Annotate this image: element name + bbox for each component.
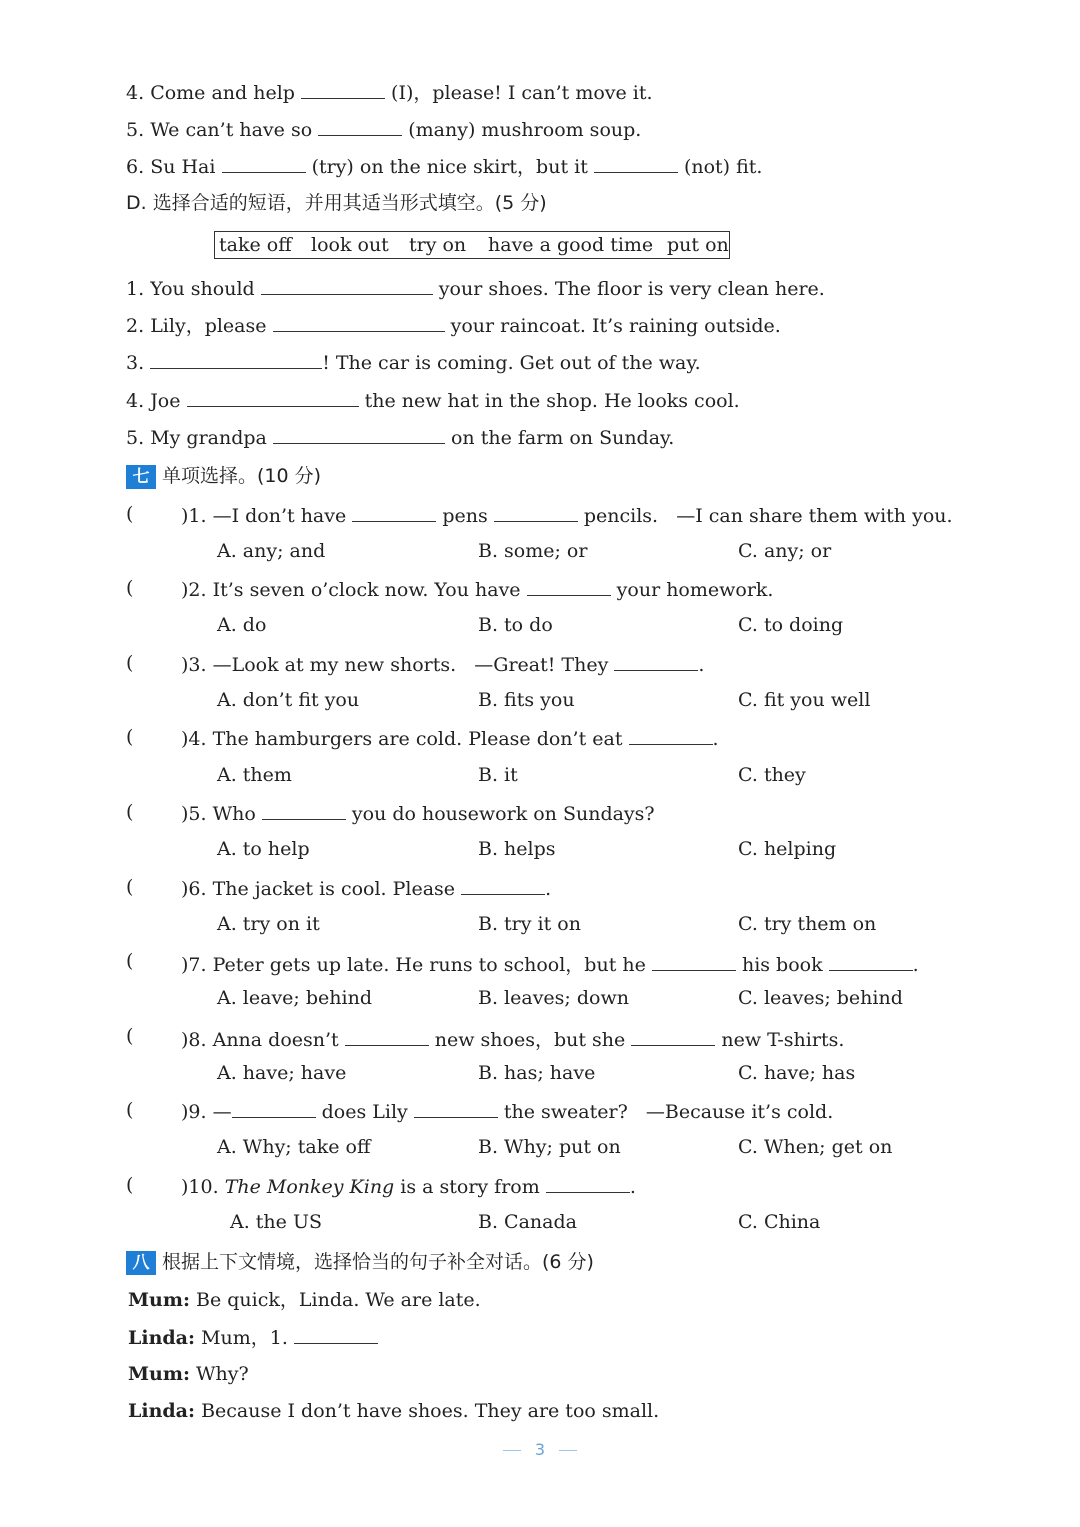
- option-c[interactable]: C. any; or: [738, 540, 832, 562]
- answer-blank[interactable]: [527, 577, 611, 596]
- answer-blank[interactable]: [631, 1027, 715, 1046]
- option-a[interactable]: A. to help: [217, 838, 310, 860]
- phrase: put on: [667, 234, 729, 256]
- phrase: try on: [409, 234, 467, 256]
- answer-bracket[interactable]: (: [126, 876, 134, 898]
- part-d-title: D. 选择合适的短语，并用其适当形式填空。(5 分): [126, 192, 547, 214]
- option-c[interactable]: C. leaves; behind: [738, 987, 903, 1009]
- section-8-header: [126, 1249, 594, 1275]
- option-c[interactable]: C. try them on: [738, 913, 877, 935]
- answer-blank[interactable]: [414, 1099, 498, 1118]
- answer-blank[interactable]: [829, 952, 913, 971]
- answer-blank[interactable]: [652, 952, 736, 971]
- question-7: )7. Peter gets up late. He runs to school，but he his book .: [181, 954, 919, 976]
- option-a[interactable]: A. them: [217, 764, 292, 786]
- question-3: )3. —Look at my new shorts. —Great! They .: [181, 654, 705, 676]
- fill-item-d4: 4. Joe the new hat in the shop. He looks cool.: [126, 390, 740, 412]
- option-a[interactable]: A. Why; take off: [217, 1136, 371, 1158]
- answer-blank[interactable]: [187, 388, 359, 407]
- answer-bracket[interactable]: (: [126, 652, 134, 674]
- answer-blank[interactable]: [261, 276, 433, 295]
- option-a[interactable]: A. have; have: [217, 1062, 347, 1084]
- answer-blank[interactable]: [150, 350, 322, 369]
- fill-item-c6: 6. Su Hai (try) on the nice skirt，but it (not) fit.: [126, 156, 763, 178]
- option-c[interactable]: C. have; has: [738, 1062, 856, 1084]
- section-title: 单项选择。(10 分): [162, 465, 322, 487]
- option-a[interactable]: A. don’t fit you: [217, 689, 360, 711]
- option-c[interactable]: C. they: [738, 764, 806, 786]
- section-title: 根据上下文情境，选择恰当的句子补全对话。(6 分): [162, 1251, 594, 1273]
- option-b[interactable]: B. helps: [478, 838, 556, 860]
- answer-blank[interactable]: [546, 1174, 630, 1193]
- answer-blank[interactable]: [629, 726, 713, 745]
- fill-item-d5: 5. My grandpa on the farm on Sunday.: [126, 427, 675, 449]
- option-c[interactable]: C. When; get on: [738, 1136, 893, 1158]
- answer-blank[interactable]: [262, 801, 346, 820]
- question-2: )2. It’s seven o’clock now. You have your homework.: [181, 579, 774, 601]
- option-b[interactable]: B. some; or: [478, 540, 588, 562]
- option-b[interactable]: B. fits you: [478, 689, 575, 711]
- fill-item-c5: 5. We can’t have so (many) mushroom soup.: [126, 119, 642, 141]
- answer-blank[interactable]: [232, 1099, 316, 1118]
- answer-blank[interactable]: [273, 425, 445, 444]
- fill-item-c4: 4. Come and help (I)，please! I can’t move it.: [126, 82, 653, 104]
- question-10: )10. The Monkey King is a story from .: [181, 1176, 636, 1198]
- option-a[interactable]: A. any; and: [217, 540, 326, 562]
- question-9: )9. — does Lily the sweater? —Because it’s cold.: [181, 1101, 834, 1123]
- option-b[interactable]: B. leaves; down: [478, 987, 629, 1009]
- answer-blank[interactable]: [461, 876, 545, 895]
- answer-blank[interactable]: [594, 154, 678, 173]
- option-a[interactable]: A. leave; behind: [217, 987, 372, 1009]
- phrase-box: [214, 231, 730, 259]
- answer-blank[interactable]: [222, 154, 306, 173]
- phrase: look out: [311, 234, 389, 256]
- dialogue-line: Linda: Because I don’t have shoes. They are too small.: [128, 1400, 660, 1422]
- answer-bracket[interactable]: (: [126, 577, 134, 599]
- answer-bracket[interactable]: (: [126, 1099, 134, 1121]
- answer-blank[interactable]: [614, 652, 698, 671]
- answer-blank[interactable]: [345, 1027, 429, 1046]
- question-5: )5. Who you do housework on Sundays?: [181, 803, 655, 825]
- option-c[interactable]: C. fit you well: [738, 689, 871, 711]
- dialogue-line: Linda: Mum，1.: [128, 1325, 378, 1350]
- answer-blank[interactable]: [352, 503, 436, 522]
- page-number: 3: [0, 1440, 1080, 1459]
- answer-blank[interactable]: [273, 313, 445, 332]
- answer-bracket[interactable]: (: [126, 801, 134, 823]
- option-c[interactable]: C. to doing: [738, 614, 844, 636]
- fill-item-d3: 3. ! The car is coming. Get out of the way.: [126, 352, 701, 374]
- option-a[interactable]: A. try on it: [217, 913, 320, 935]
- answer-blank[interactable]: [494, 503, 578, 522]
- option-b[interactable]: B. it: [478, 764, 518, 786]
- question-8: )8. Anna doesn’t new shoes，but she new T-shirts.: [181, 1029, 845, 1051]
- question-4: )4. The hamburgers are cold. Please don’t eat .: [181, 728, 719, 750]
- option-c[interactable]: C. helping: [738, 838, 837, 860]
- answer-bracket[interactable]: (: [126, 726, 134, 748]
- question-1: )1. —I don’t have pens pencils. —I can share them with you.: [181, 505, 953, 527]
- option-a[interactable]: A. the US: [230, 1211, 322, 1233]
- phrase: have a good time: [488, 234, 654, 256]
- option-a[interactable]: A. do: [217, 614, 267, 636]
- dialogue-line: Mum: Why?: [128, 1363, 249, 1385]
- option-c[interactable]: C. China: [738, 1211, 821, 1233]
- section-badge: 七: [126, 465, 156, 489]
- answer-bracket[interactable]: (: [126, 503, 134, 525]
- section-badge: 八: [126, 1251, 156, 1275]
- answer-blank[interactable]: [294, 1325, 378, 1344]
- option-b[interactable]: B. to do: [478, 614, 553, 636]
- answer-blank[interactable]: [318, 117, 402, 136]
- section-7-header: [126, 463, 321, 489]
- answer-blank[interactable]: [301, 80, 385, 99]
- option-b[interactable]: B. try it on: [478, 913, 581, 935]
- question-6: )6. The jacket is cool. Please .: [181, 878, 552, 900]
- fill-item-d2: 2. Lily，please your raincoat. It’s raining outside.: [126, 315, 781, 337]
- option-b[interactable]: B. Canada: [478, 1211, 577, 1233]
- option-b[interactable]: B. has; have: [478, 1062, 596, 1084]
- answer-bracket[interactable]: (: [126, 1174, 134, 1196]
- dialogue-line: Mum: Be quick，Linda. We are late.: [128, 1289, 481, 1311]
- phrase: take off: [219, 234, 292, 256]
- answer-bracket[interactable]: (: [126, 950, 134, 972]
- fill-item-d1: 1. You should your shoes. The floor is very clean here.: [126, 278, 825, 300]
- option-b[interactable]: B. Why; put on: [478, 1136, 621, 1158]
- answer-bracket[interactable]: (: [126, 1025, 134, 1047]
